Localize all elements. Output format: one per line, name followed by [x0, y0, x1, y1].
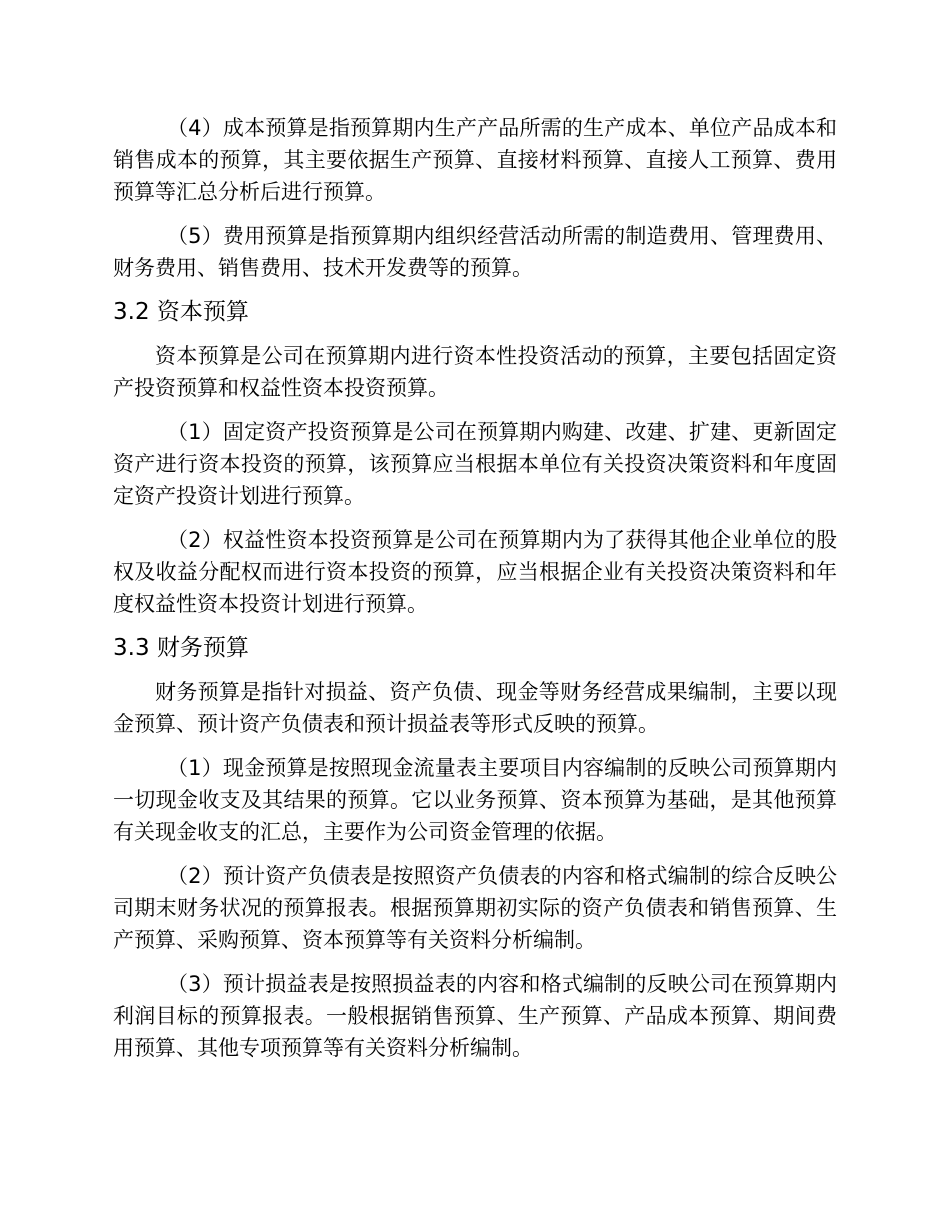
paragraph-cost-budget: （4）成本预算是指预算期内生产产品所需的生产成本、单位产品成本和销售成本的预算，其主要依据生产预算、直接材料预算、直接人工预算、费用预算等汇总分析后进行预算。 [113, 116, 837, 204]
paragraph-equity-investment-budget: （2）权益性资本投资预算是公司在预算期内为了获得其他企业单位的股权及收益分配权而进行资本投资的预算，应当根据企业有关投资决策资料和年度权益性资本投资计划进行预算。 [113, 528, 837, 616]
paragraph-fixed-asset-budget: （1）固定资产投资预算是公司在预算期内购建、改建、扩建、更新固定资产进行资本投资的预算，该预算应当根据本单位有关投资决策资料和年度固定资产投资计划进行预算。 [113, 420, 837, 508]
paragraph-income-statement-budget: （3）预计损益表是按照损益表的内容和格式编制的反映公司在预算期内利润目标的预算报表。一般根据销售预算、生产预算、产品成本预算、期间费用预算、其他专项预算等有关资料分析编制。 [113, 972, 837, 1060]
paragraph-cash-budget: （1）现金预算是按照现金流量表主要项目内容编制的反映公司预算期内一切现金收支及其结果的预算。它以业务预算、资本预算为基础，是其他预算有关现金收支的汇总，主要作为公司资金管理的依据。 [113, 756, 837, 844]
section-heading-financial-budget: 3.3 财务预算 [113, 635, 249, 661]
paragraph-capital-budget-intro: 资本预算是公司在预算期内进行资本性投资活动的预算，主要包括固定资产投资预算和权益性资本投资预算。 [113, 344, 837, 400]
document-page [113, 112, 837, 1076]
paragraph-expense-budget: （5）费用预算是指预算期内组织经营活动所需的制造费用、管理费用、财务费用、销售费用、技术开发费等的预算。 [113, 224, 837, 280]
paragraph-balance-sheet-budget: （2）预计资产负债表是按照资产负债表的内容和格式编制的综合反映公司期末财务状况的预算报表。根据预算期初实际的资产负债表和销售预算、生产预算、采购预算、资本预算等有关资料分析编制。 [113, 864, 837, 952]
section-heading-capital-budget: 3.2 资本预算 [113, 299, 249, 325]
paragraph-financial-budget-intro: 财务预算是指针对损益、资产负债、现金等财务经营成果编制，主要以现金预算、预计资产负债表和预计损益表等形式反映的预算。 [113, 680, 837, 736]
